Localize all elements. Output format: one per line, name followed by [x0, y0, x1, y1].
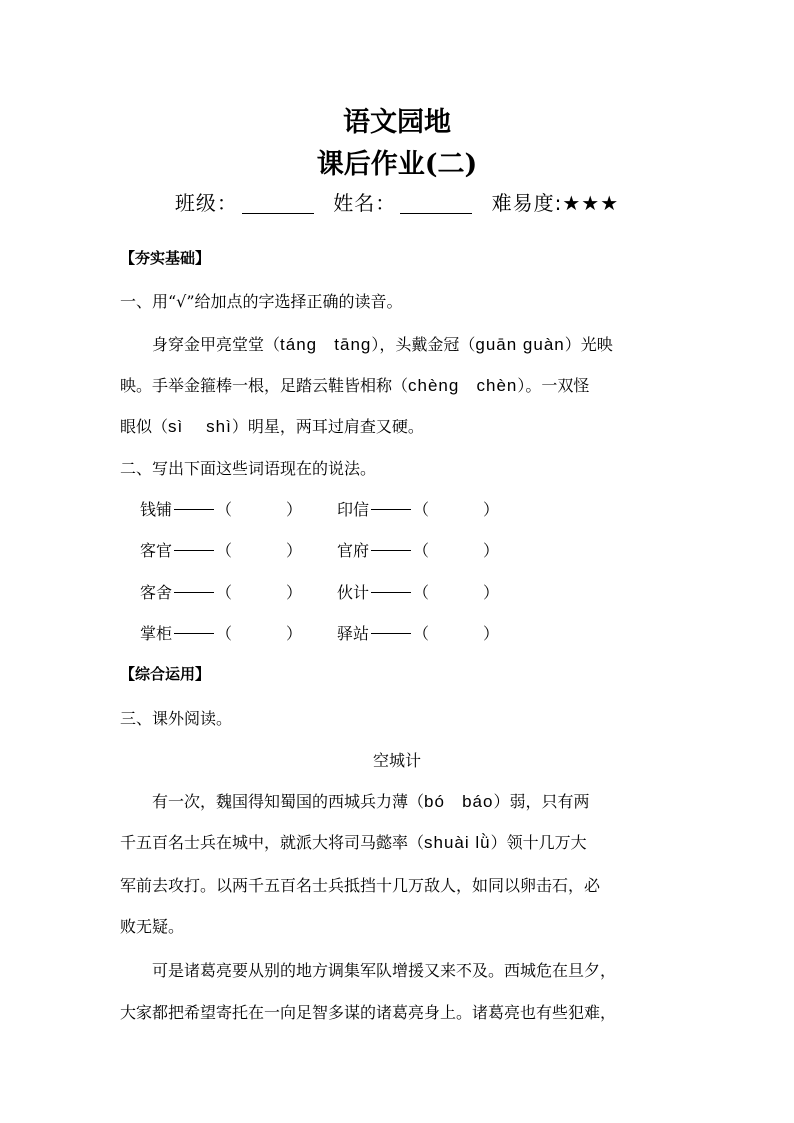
pinyin-option-tang[interactable]: táng tāng — [280, 335, 372, 354]
name-blank[interactable] — [400, 193, 472, 214]
story-p1-line-2 — [120, 830, 587, 853]
class-blank[interactable] — [242, 193, 314, 214]
section-heading-application: 【综合运用】 — [120, 665, 211, 683]
q1-l1-text-c: ）光映 — [564, 335, 613, 354]
question-2-prompt: 二、写出下面这些词语现在的说法。 — [120, 459, 377, 478]
word-item — [140, 621, 303, 644]
dash — [371, 633, 411, 634]
word-label: 印信 — [337, 500, 370, 519]
story-p2-line-2: 大家都把希望寄托在一向足智多谋的诸葛亮身上。诸葛亮也有些犯难， — [120, 1003, 617, 1022]
dash — [174, 550, 214, 551]
p1-l2-text-b: ）领十几万大 — [490, 833, 587, 852]
answer-blank[interactable]: （ ） — [216, 500, 303, 519]
word-item — [140, 538, 303, 561]
answer-blank[interactable]: （ ） — [413, 583, 500, 602]
word-item — [140, 580, 303, 603]
page-subtitle: 课后作业(二) — [316, 149, 478, 180]
q1-l2-text-b: ）。一双怪 — [517, 376, 590, 395]
pinyin-option-bo[interactable]: bó báo — [424, 792, 494, 811]
story-p1-line-3: 军前去攻打。以两千五百名士兵抵挡十几万敌人，如同以卵击石，必 — [120, 876, 601, 895]
p1-l1-text-a: 有一次，魏国得知蜀国的西城兵力薄（ — [152, 792, 425, 811]
dash — [371, 550, 411, 551]
question-1-prompt: 一、用“√”给加点的字选择正确的读音。 — [120, 292, 403, 311]
pinyin-option-shuai[interactable]: shuài lǜ — [424, 833, 491, 852]
class-label: 班级： — [174, 191, 238, 215]
word-item — [337, 621, 500, 644]
q1-l2-text-a: 映。手举金箍棒一根，足踏云鞋皆相称（ — [120, 376, 409, 395]
answer-blank[interactable]: （ ） — [413, 624, 500, 643]
word-item — [337, 538, 500, 561]
dash — [174, 592, 214, 593]
answer-blank[interactable]: （ ） — [216, 541, 303, 560]
answer-blank[interactable]: （ ） — [413, 500, 500, 519]
answer-blank[interactable]: （ ） — [413, 541, 500, 560]
q1-text-line-3 — [120, 414, 424, 437]
pinyin-option-shi[interactable]: sì shì — [168, 417, 232, 436]
q1-l3-text-a: 眼似（ — [120, 417, 169, 436]
dash — [174, 633, 214, 634]
pinyin-option-guan[interactable]: guān guàn — [475, 335, 565, 354]
story-p1-line-4: 败无疑。 — [120, 917, 185, 936]
word-label: 掌柜 — [140, 624, 173, 643]
q1-l3-text-b: ）明星，两耳过肩查又硬。 — [231, 417, 424, 436]
answer-blank[interactable]: （ ） — [216, 583, 303, 602]
pinyin-option-chen[interactable]: chèng chèn — [408, 376, 518, 395]
p1-l2-text-a: 千五百名士兵在城中，就派大将司马懿率（ — [120, 833, 425, 852]
difficulty-label: 难易度:★★★ — [491, 191, 620, 215]
name-label: 姓名： — [333, 191, 397, 215]
word-item — [140, 497, 303, 520]
word-item — [337, 580, 500, 603]
word-label: 客舍 — [140, 583, 173, 602]
section-heading-basics: 【夯实基础】 — [120, 249, 211, 267]
story-title: 空城计 — [372, 751, 421, 770]
word-label: 钱铺 — [140, 500, 173, 519]
student-info-line — [0, 187, 794, 216]
dash — [371, 509, 411, 510]
word-label: 客官 — [140, 541, 173, 560]
word-label: 官府 — [337, 541, 370, 560]
page-title: 语文园地 — [343, 107, 451, 138]
q1-l1-text-a: 身穿金甲亮堂堂（ — [152, 335, 281, 354]
story-p1-line-1 — [152, 789, 589, 812]
q1-text-line-1 — [152, 332, 613, 355]
story-p2-line-1: 可是诸葛亮要从别的地方调集军队增援又来不及。西城危在旦夕， — [152, 961, 617, 980]
q1-l1-text-b: ），头戴金冠（ — [371, 335, 476, 354]
dash — [371, 592, 411, 593]
p1-l1-text-b: ）弱，只有两 — [493, 792, 590, 811]
dash — [174, 509, 214, 510]
answer-blank[interactable]: （ ） — [216, 624, 303, 643]
word-label: 驿站 — [337, 624, 370, 643]
q1-text-line-2 — [120, 373, 589, 396]
word-item — [337, 497, 500, 520]
word-label: 伙计 — [337, 583, 370, 602]
question-3-prompt: 三、课外阅读。 — [120, 709, 233, 728]
